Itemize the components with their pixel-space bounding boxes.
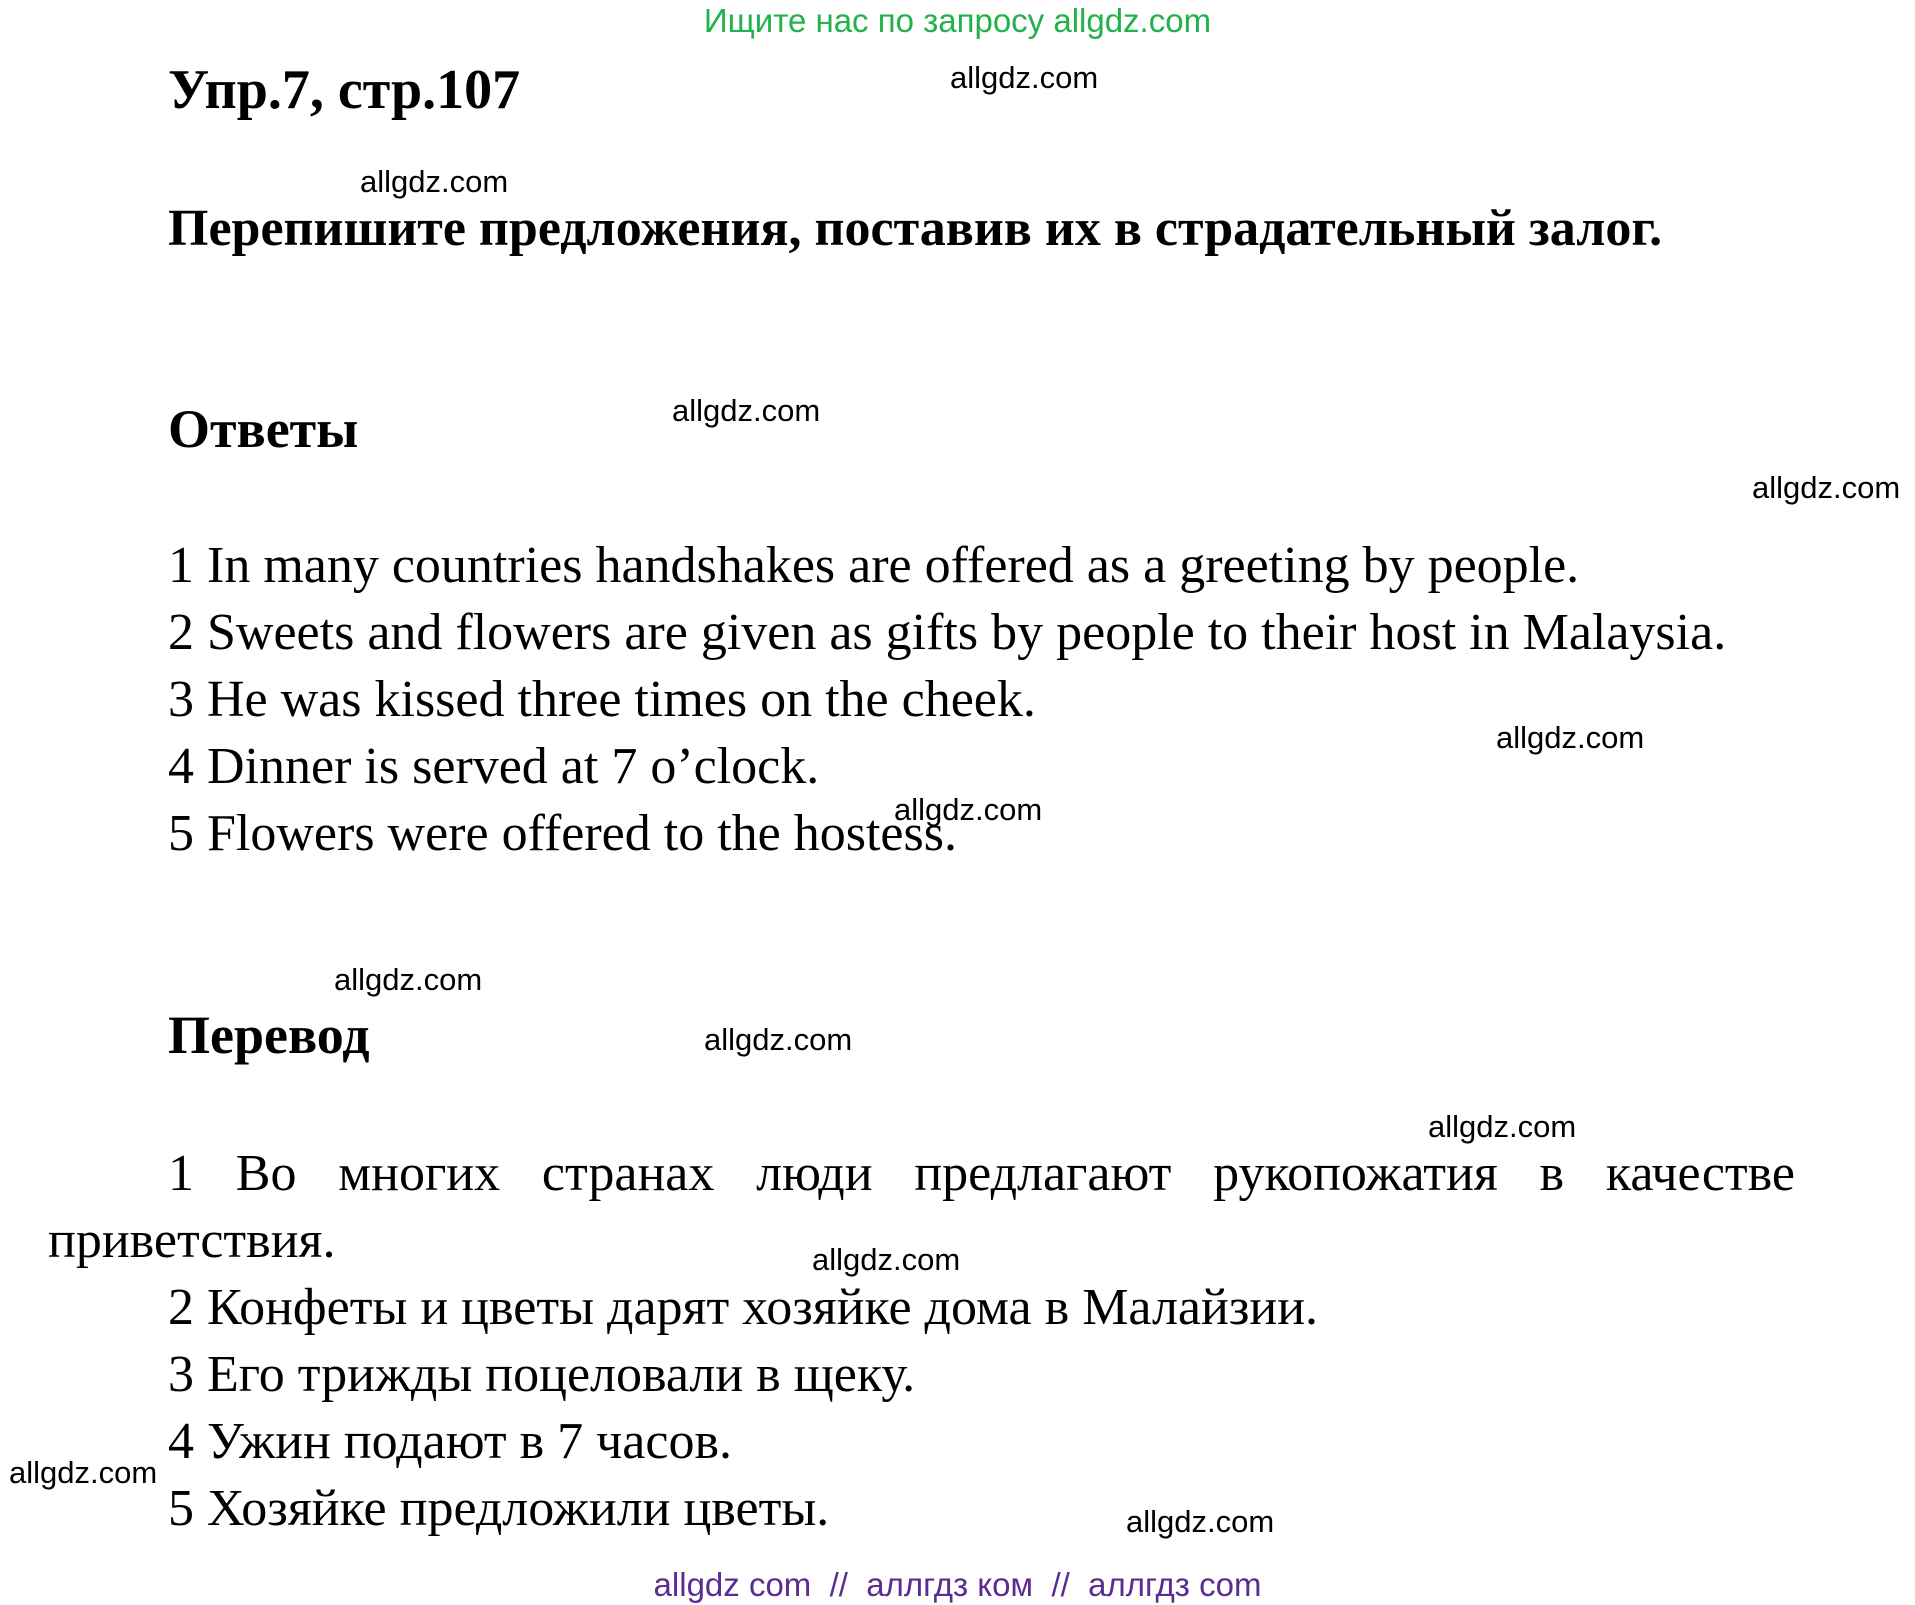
watermark: allgdz.com: [1496, 720, 1645, 755]
translation-item: 5 Хозяйке предложили цветы.: [168, 1480, 830, 1537]
top-banner: Ищите нас по запросу allgdz.com: [703, 2, 1212, 39]
watermark: allgdz.com: [334, 962, 483, 997]
translation-list: [48, 1140, 1795, 1542]
answer-item: 1 In many countries handshakes are offered as a greeting by people.: [168, 537, 1580, 594]
watermark: allgdz.com: [360, 164, 509, 199]
watermark: allgdz.com: [894, 792, 1043, 827]
watermark: allgdz.com: [950, 60, 1099, 95]
answers-heading: Ответы: [168, 399, 359, 459]
translation-item: 2 Конфеты и цветы дарят хозяйке дома в Малайзии.: [168, 1279, 1319, 1336]
footer-watermark: allgdz com // аллгдз ком // аллгдз com: [653, 1566, 1262, 1603]
watermark: allgdz.com: [1752, 470, 1901, 505]
translation-item: 3 Его трижды поцеловали в щеку.: [168, 1346, 916, 1403]
translation-item: 4 Ужин подают в 7 часов.: [168, 1413, 733, 1470]
answer-item: 3 He was kissed three times on the cheek.: [168, 671, 1036, 728]
translation-heading: Перевод: [168, 1005, 370, 1065]
task-instruction: Перепишите предложения, поставив их в страдательный залог.: [168, 200, 1663, 257]
answer-item: 4 Dinner is served at 7 o’clock.: [168, 738, 820, 795]
translation-item: 1 Во многих странах люди предлагают рукопожатия в качестве приветствия.: [48, 1145, 1795, 1269]
watermark: allgdz.com: [1428, 1109, 1577, 1144]
watermark: allgdz.com: [704, 1022, 853, 1057]
page-title: Упр.7, стр.107: [168, 59, 521, 121]
watermark: allgdz.com: [9, 1455, 158, 1490]
watermark: allgdz.com: [672, 393, 821, 428]
watermark: allgdz.com: [1126, 1504, 1275, 1539]
answer-item: 2 Sweets and flowers are given as gifts by people to their host in Malaysia.: [168, 604, 1727, 661]
watermark: allgdz.com: [812, 1242, 961, 1277]
answer-item: 5 Flowers were offered to the hostess.: [168, 805, 957, 862]
